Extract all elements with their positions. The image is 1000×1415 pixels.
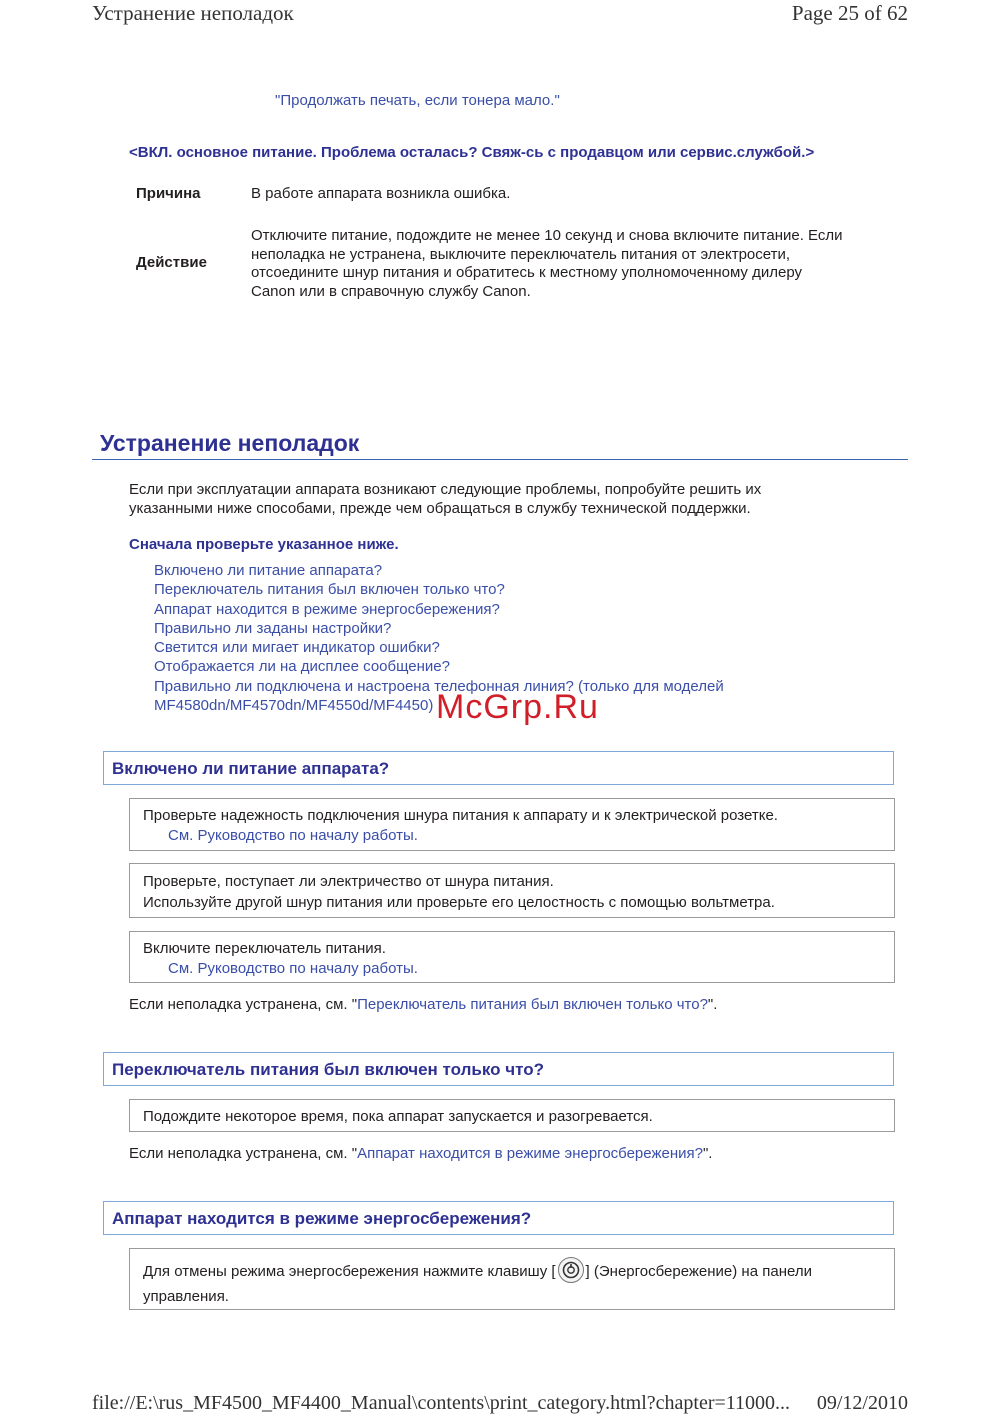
tip-text: Проверьте, поступает ли электричество от шнура питания.: [143, 873, 554, 890]
resolved-note-1: [129, 996, 717, 1013]
action-text: [251, 227, 911, 301]
section-header-power-title: Включено ли питание аппарата?: [112, 759, 390, 778]
page-footer-date: 09/12/2010: [816, 1392, 908, 1414]
intro-line: Если при эксплуатации аппарата возникают следующие проблемы, попробуйте решить их: [129, 481, 762, 498]
watermark: McGrp.Ru: [436, 688, 599, 726]
cause-text: В работе аппарата возникла ошибка.: [251, 185, 511, 202]
page-header-title: Устранение неполадок: [92, 1, 294, 25]
section-header-sleep-title: Аппарат находится в режиме энергосбережения?: [112, 1209, 532, 1228]
toc-link-power[interactable]: Включено ли питание аппарата?: [154, 562, 383, 579]
section-title: Устранение неполадок: [100, 430, 360, 456]
tip-box-warmup: [129, 1099, 895, 1132]
tip-text: Используйте другой шнур питания или проверьте его целостность с помощью вольтметра.: [143, 894, 775, 911]
action-line: Canon или в справочную службу Canon.: [251, 282, 531, 300]
note-suffix: ".: [702, 1145, 713, 1162]
note-prefix: Если неполадка устранена, см. ": [129, 996, 358, 1013]
continued-link[interactable]: "Продолжать печать, если тонера мало.": [275, 92, 560, 109]
link-switch-just-on[interactable]: Переключатель питания был включен только что?: [357, 996, 708, 1013]
tip-text: Для отмены режима энергосбережения нажмите клавишу [: [143, 1262, 556, 1280]
intro-paragraph: [129, 481, 869, 518]
toc-link-phone-line-models[interactable]: MF4580dn/MF4570dn/MF4550d/MF4450): [154, 697, 434, 715]
getting-started-link[interactable]: См. Руководство по началу работы.: [168, 960, 418, 977]
action-label: Действие: [136, 254, 207, 271]
tip-box-energy-saver: [129, 1248, 895, 1310]
resolved-note-2: [129, 1145, 712, 1162]
tip-text: Включите переключатель питания.: [143, 940, 386, 957]
tip-text: ] (Энергосбережение) на панели: [585, 1262, 812, 1280]
action-line: Отключите питание, подождите не менее 10 секунд и снова включите питание. Если: [251, 227, 843, 244]
link-sleep-mode[interactable]: Аппарат находится в режиме энергосбережения?: [357, 1145, 703, 1162]
section-header-power: [103, 751, 894, 785]
getting-started-link[interactable]: См. Руководство по началу работы.: [168, 827, 418, 844]
page-footer-path: file://E:\rus_MF4500_MF4400_Manual\contents\print_category.html?chapter=11000...: [92, 1392, 791, 1414]
intro-line: указанными ниже способами, прежде чем обращаться в службу технической поддержки.: [129, 499, 751, 517]
section-header-switch: [103, 1052, 894, 1086]
note-suffix: ".: [707, 996, 718, 1013]
section-header-sleep: [103, 1201, 894, 1235]
page-number: Page 25 of 62: [791, 1, 908, 25]
check-first-heading: Сначала проверьте указанное ниже.: [129, 536, 399, 553]
error-message-heading: <ВКЛ. основное питание. Проблема осталась? Свяж-сь с продавцом или сервис.службой.>: [129, 144, 815, 161]
tip-box-cord-content: [143, 806, 778, 846]
action-line: неполадка не устранена, выключите переключатель питания от электросети,: [251, 245, 791, 263]
note-prefix: Если неполадка устранена, см. ": [129, 1145, 358, 1162]
tip-text: управления.: [143, 1288, 229, 1305]
tip-box-cord: [129, 798, 895, 851]
tip-box-switch: [129, 931, 895, 983]
cause-label: Причина: [136, 185, 201, 202]
tip-box-electricity-content: [143, 871, 775, 913]
tip-box-energy-saver-content: [143, 1259, 812, 1309]
tip-text: Проверьте надежность подключения шнура питания к аппарату и к электрической розетке.: [143, 807, 778, 824]
toc-link-error-indicator[interactable]: Светится или мигает индикатор ошибки?: [154, 639, 440, 657]
title-divider: [92, 459, 908, 460]
toc-link-display-message[interactable]: Отображается ли на дисплее сообщение?: [154, 658, 450, 676]
toc-link-settings[interactable]: Правильно ли заданы настройки?: [154, 619, 392, 637]
toc-link-phone-line[interactable]: Правильно ли подключена и настроена телефонная линия? (только для моделей: [154, 677, 724, 695]
toc-link-sleep[interactable]: Аппарат находится в режиме энергосбережения?: [154, 600, 500, 618]
tip-box-electricity: [129, 863, 895, 918]
toc-link-switch[interactable]: Переключатель питания был включен только что?: [154, 581, 505, 599]
tip-text: Подождите некоторое время, пока аппарат запускается и разогревается.: [143, 1108, 653, 1125]
tip-box-switch-content: [143, 939, 418, 979]
energy-saver-key-icon: [558, 1257, 584, 1283]
section-header-switch-title: Переключатель питания был включен только что?: [112, 1060, 544, 1079]
action-line: отсоедините шнур питания и обратитесь к местному уполномоченному дилеру: [251, 264, 802, 281]
